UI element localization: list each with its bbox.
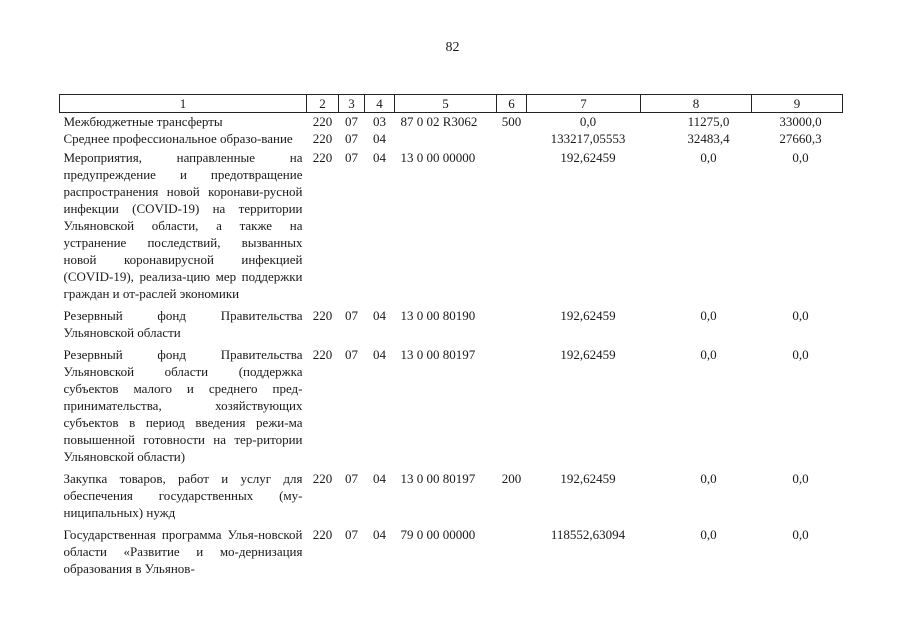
row-target-code: 87 0 02 R3062 [400,114,478,129]
row-section-code: 07 [345,308,358,323]
row-amount-col8: 0,0 [700,150,717,165]
row-amount-col9: 27660,3 [779,131,822,146]
table-row [60,113,843,131]
row-amount-col7: 192,62459 [560,471,616,486]
row-ministry-code: 220 [312,527,333,542]
table-header [60,95,843,113]
table-body [60,113,843,581]
row-expense-type: 200 [501,471,522,486]
row-amount-col9: 0,0 [792,527,809,542]
table-row [60,147,843,305]
row-amount-col7: 118552,63094 [550,527,626,542]
row-amount-col7: 0,0 [579,114,597,129]
row-expense-type [497,147,527,305]
row-amount-col8: 0,0 [700,471,717,486]
row-subsection-code: 04 [373,347,386,362]
row-section-code: 07 [345,150,358,165]
header-col-7: 7 [527,95,641,113]
row-section-code: 07 [345,527,358,542]
row-amount-col8: 11275,0 [687,114,730,129]
row-ministry-code: 220 [312,308,333,323]
row-section-code: 07 [345,347,358,362]
row-expense-type: 500 [501,114,522,129]
row-name: Мероприятия, направленные на предупреждение и предотвращение распространения новой коронави-русной инфекции (COVID-19) на территории Ульяновской области, а также на устранение последствий, вызванных новой коронавирусной инфекцией (COVID-19), реализа-цию мер поддержки граждан и от-раслей экономики [63,150,303,301]
table-row [60,344,843,468]
header-col-1: 1 [60,95,307,113]
header-col-5: 5 [395,95,497,113]
table-row [60,130,843,147]
page-number: 82 [445,40,460,55]
row-target-code [395,130,497,147]
row-name: Среднее профессиональное образо-вание [63,131,293,146]
row-amount-col9: 0,0 [792,150,809,165]
row-section-code: 07 [345,471,358,486]
row-section-code: 07 [345,114,358,129]
row-subsection-code: 04 [373,131,386,146]
header-col-3: 3 [339,95,365,113]
header-col-6: 6 [497,95,527,113]
row-ministry-code: 220 [312,347,333,362]
row-amount-col9: 0,0 [792,471,809,486]
row-ministry-code: 220 [312,471,333,486]
row-amount-col7: 133217,05553 [550,131,626,146]
row-name: Государственная программа Улья-новской области «Развитие и мо-дернизация образования в Ульянов- [63,527,303,576]
row-expense-type [497,130,527,147]
row-ministry-code: 220 [312,114,333,129]
row-subsection-code: 03 [373,114,386,129]
header-row [60,95,843,113]
row-amount-col7: 192,62459 [560,347,616,362]
table-row [60,468,843,524]
row-amount-col8: 0,0 [700,308,717,323]
row-name: Резервный фонд Правительства Ульяновской области [63,308,303,340]
row-subsection-code: 04 [373,308,386,323]
header-col-9: 9 [752,95,843,113]
row-subsection-code: 04 [373,471,386,486]
row-expense-type [497,305,527,344]
row-amount-col9: 33000,0 [779,114,822,129]
row-subsection-code: 04 [373,527,386,542]
row-amount-col9: 0,0 [792,308,809,323]
row-target-code: 13 0 00 80190 [400,308,476,323]
row-amount-col7: 192,62459 [560,150,616,165]
row-amount-col8: 0,0 [700,527,717,542]
row-target-code: 13 0 00 00000 [400,150,476,165]
row-ministry-code: 220 [312,131,333,146]
row-expense-type [497,344,527,468]
row-expense-type [497,524,527,580]
header-col-2: 2 [307,95,339,113]
row-target-code: 13 0 00 80197 [400,347,476,362]
row-amount-col9: 0,0 [792,347,809,362]
header-col-4: 4 [365,95,395,113]
table-row [60,305,843,344]
row-amount-col8: 32483,4 [687,131,730,146]
row-target-code: 79 0 00 00000 [400,527,476,542]
row-section-code: 07 [345,131,358,146]
row-subsection-code: 04 [373,150,386,165]
budget-table [59,94,843,580]
row-amount-col7: 192,62459 [560,308,616,323]
row-amount-col8: 0,0 [700,347,717,362]
row-name: Резервный фонд Правительства Ульяновской области (поддержка субъектов малого и среднего пред-принимательства, хозяйствующих субъектов в период введения режи-ма повышенной готовности на тер-ритории Ульяновской области) [63,347,303,464]
row-name: Межбюджетные трансферты [63,114,223,129]
row-ministry-code: 220 [312,150,333,165]
table-row [60,524,843,580]
header-col-8: 8 [641,95,752,113]
row-name: Закупка товаров, работ и услуг для обеспечения государственных (му-ниципальных) нужд [63,471,303,520]
row-target-code: 13 0 00 80197 [400,471,476,486]
